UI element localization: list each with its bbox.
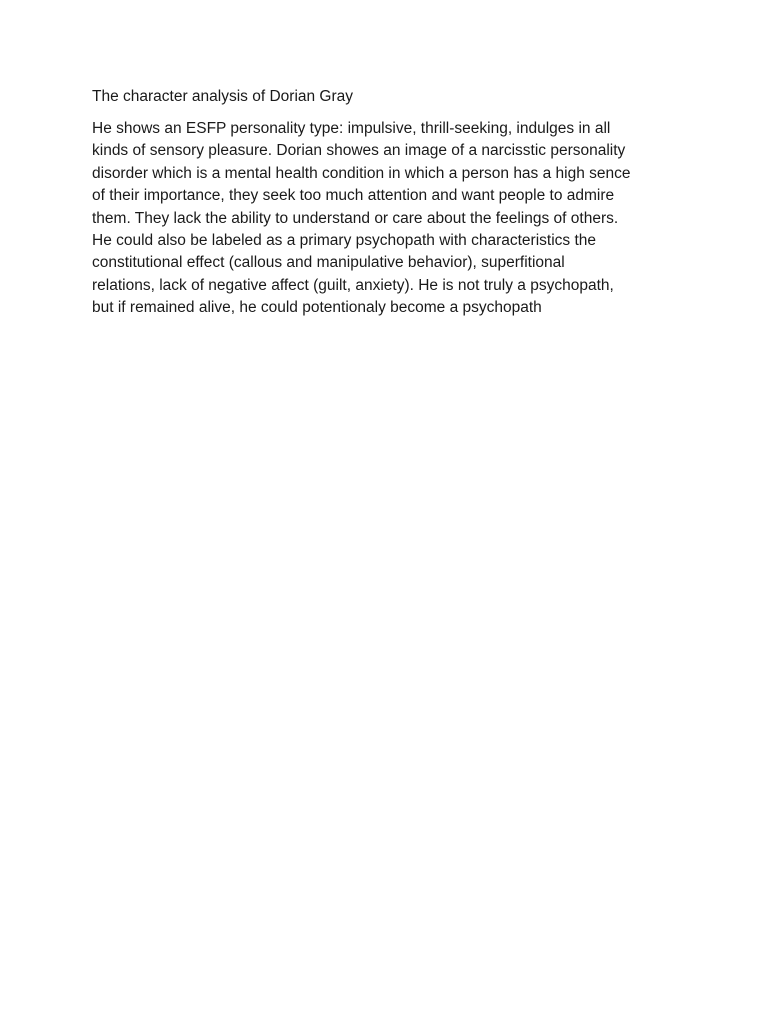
body-line: but if remained alive, he could potentionaly become a psychopath [92, 299, 542, 317]
body-line: He shows an ESFP personality type: impulsive, thrill-seeking, indulges in all [92, 120, 611, 137]
body-line: of their importance, they seek too much attention and want people to admire [92, 187, 615, 205]
document-content [92, 86, 682, 320]
body-line: kinds of sensory pleasure. Dorian showes an image of a narcisstic personality [92, 142, 626, 160]
body-line: disorder which is a mental health condition in which a person has a high sence [92, 164, 631, 182]
body-line: them. They lack the ability to understand or care about the feelings of others. [92, 209, 619, 227]
document-title: The character analysis of Dorian Gray [92, 88, 354, 105]
document-body [92, 118, 682, 320]
body-line: He could also be labeled as a primary psychopath with characteristics the [92, 232, 597, 250]
body-line: relations, lack of negative affect (guilt, anxiety). He is not truly a psychopath, [92, 276, 614, 294]
body-line: constitutional effect (callous and manipulative behavior), superfitional [92, 254, 565, 272]
